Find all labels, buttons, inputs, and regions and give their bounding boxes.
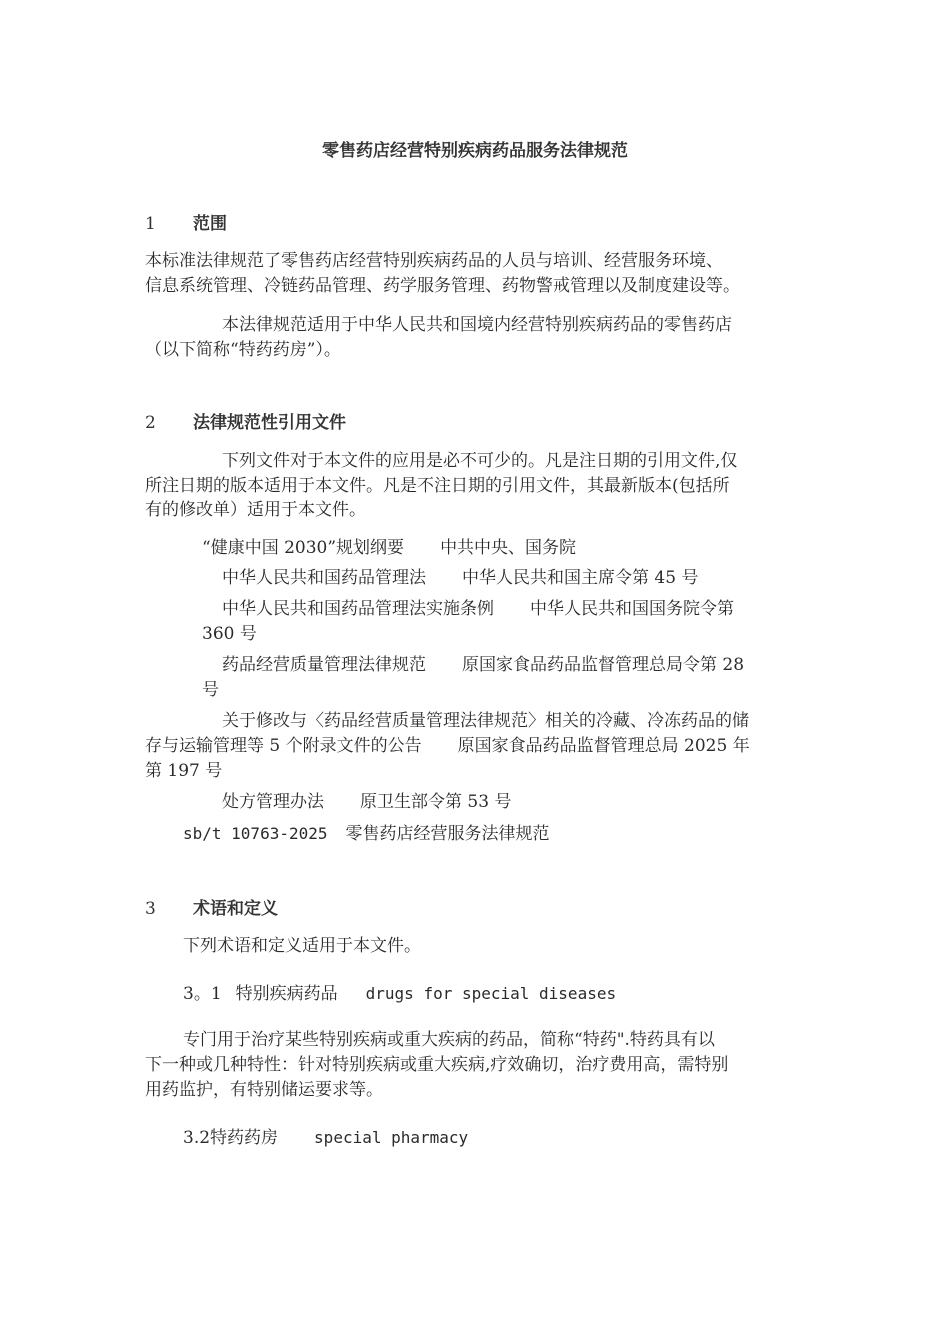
term-english: special pharmacy [314,1128,469,1147]
reference-continuation: 号 [202,680,219,700]
paragraph-line: 本法律规范适用于中华人民共和国境内经营特别疾病药品的零售药店 [222,315,732,335]
section-number: 2 [145,413,156,433]
reference-title: 处方管理办法 [222,792,324,812]
section-number: 3 [145,899,156,919]
reference-title: “健康中国 2030”规划纲要 [202,538,405,558]
reference-title: 存与运输管理等 5 个附录文件的公告 [145,736,422,756]
reference-title: 中华人民共和国药品管理法实施条例 [222,599,494,619]
reference-item [183,822,550,846]
reference-source: 原国家食品药品监督管理总局令第 28 [462,655,745,675]
reference-title: 药品经营质量管理法律规范 [222,655,426,675]
section-title: 法律规范性引用文件 [193,413,346,433]
term-entry [183,982,616,1006]
paragraph-line: 有的修改单）适用于本文件。 [145,500,366,520]
reference-item [145,734,750,758]
reference-continuation: 360 号 [202,624,257,644]
reference-item [222,597,734,621]
paragraph-line: 下一种或几种特性：针对特别疾病或重大疾病,疗效确切，治疗费用高，需特别 [145,1055,729,1075]
term-english: drugs for special diseases [365,984,617,1003]
reference-item [202,536,576,560]
term-number: 3。1 [183,984,222,1004]
paragraph-line: 下列术语和定义适用于本文件。 [183,936,421,956]
term-entry [183,1126,468,1150]
term-number: 3.2 [183,1128,211,1148]
section-title: 术语和定义 [193,899,278,919]
section-2-heading [145,411,346,435]
reference-source: 原国家食品药品监督管理总局 2025 年 [457,736,750,756]
document-title: 零售药店经营特别疾病药品服务法律规范 [322,141,628,161]
reference-code: sb/t 10763-2025 [183,824,328,843]
term-chinese: 特别疾病药品 [235,984,338,1004]
paragraph-line: 信息系统管理、冷链药品管理、药学服务管理、药物警戒管理以及制度建设等。 [145,276,740,296]
reference-continuation: 第 197 号 [145,761,223,781]
paragraph-line: （以下简称“特药药房”）。 [145,340,341,360]
section-number: 1 [145,214,156,234]
paragraph-line: 所注日期的版本适用于本文件。凡是不注日期的引用文件，其最新版本(包括所 [145,476,730,496]
term-chinese: 特药药房 [210,1128,279,1148]
reference-source: 中共中央、国务院 [440,538,577,558]
section-1-heading [145,212,227,236]
section-title: 范围 [193,214,227,234]
reference-item [222,653,744,677]
reference-source: 中华人民共和国国务院令第 [530,599,734,619]
reference-source: 原卫生部令第 53 号 [360,792,512,812]
reference-title: 零售药店经营服务法律规范 [345,824,550,844]
reference-source: 中华人民共和国主席令第 45 号 [462,568,699,588]
paragraph-line: 专门用于治疗某些特别疾病或重大疾病的药品，简称“特药".特药具有以 [183,1030,715,1050]
reference-title: 中华人民共和国药品管理法 [222,568,426,588]
paragraph-line: 下列文件对于本文件的应用是必不可少的。凡是注日期的引用文件,仅 [222,451,738,471]
reference-item [222,790,511,814]
paragraph-line: 用药监护，有特别储运要求等。 [145,1080,383,1100]
reference-item [222,566,698,590]
reference-item: 关于修改与〈药品经营质量管理法律规范〉相关的冷藏、冷冻药品的储 [222,711,749,731]
paragraph-line: 本标准法律规范了零售药店经营特别疾病药品的人员与培训、经营服务环境、 [145,251,723,271]
section-3-heading [145,897,278,921]
